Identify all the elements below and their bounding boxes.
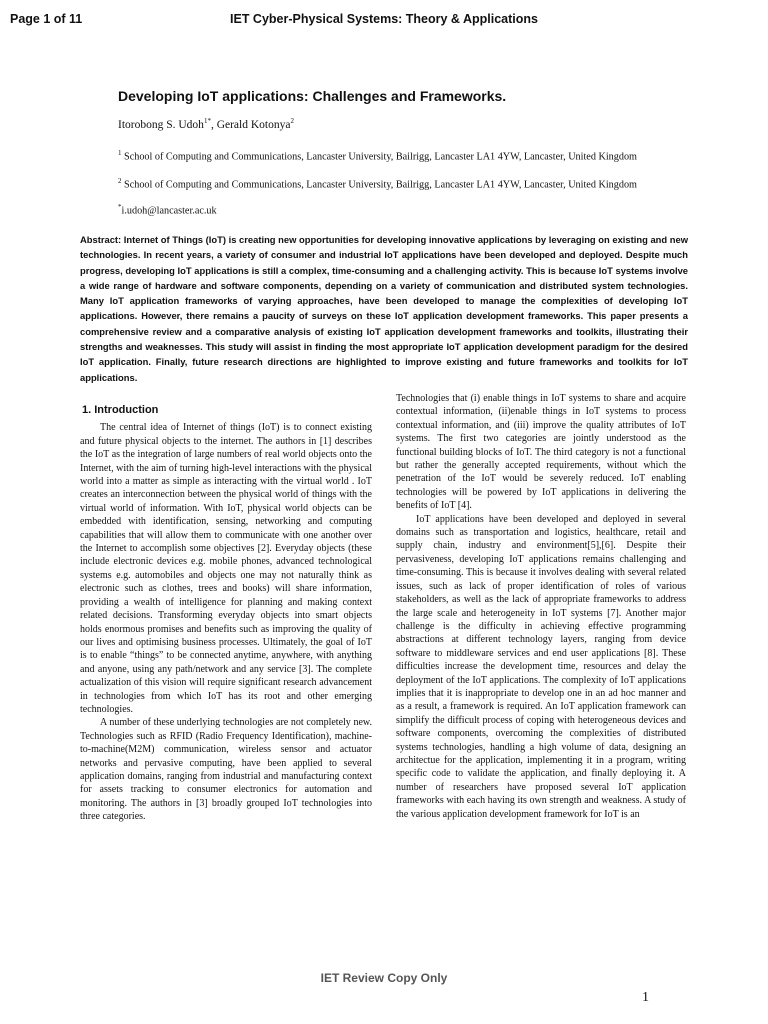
affiliation-2 [118, 175, 678, 191]
author-separator: , [210, 118, 217, 131]
affiliation-marker: 2 [118, 177, 122, 185]
corresponding-email [118, 203, 217, 216]
author-list [118, 117, 294, 131]
affiliation-text: School of Computing and Communications, Lancaster University, Bailrigg, Lancaster LA1 4YW, Lancaster, United Kingdom [124, 179, 637, 191]
paragraph: A number of these underlying technologies are not completely new. Technologies such as RFID (Radio Frequency Identification), machine-to-machine(M2M) communication, wireless sensor and actuator networks and pervasive computing, have been applied to several application domains, ranging from industrial and manufacturing context for assets tracking to consumer electronics for automation and monitoring. The authors in [3] broadly grouped IoT technologies into three categories. [80, 717, 372, 823]
page-label: Page 1 of 11 [10, 12, 83, 26]
paragraph: IoT applications have been developed and deployed in several domains such as transportation and logistics, healthcare, retail and supply chain, industry and environment[5],[6]. Despite their pervasiveness, developing IoT applications remains challenging and time-consuming. This is because it involves dealing with several related issues, such as lack of proper identification of roles of various stakeholders, as well as the lack of appropriate frameworks to address the large scale and heterogeneity in IoT systems [7]. Another major challenge is the difficulty in achieving effective programming abstractions at different technology layers, ranging from device software to middleware services and end user applications [8]. These difficulties increase the development time, resources and delay the deployment of the IoT applications. The complexity of IoT applications implies that it is inappropriate to develop one in an ad hoc manner and as a result, a framework is required. An IoT application framework can simplify the difficult process of coping with heterogeneous devices and software components, overcoming the complexities of distributed systems technologies, handling a high volume of data, designing an architectue for the application, implementing it in a program, writing specific code to validate the application, and finally deploying it. A number of researchers have proposed several IoT application frameworks with each having its own strength and weakness. A study of the various application development framework for IoT is an [396, 513, 686, 820]
paragraph: The central idea of Internet of things (IoT) is to connect existing and future physical objects to the internet. The authors in [1] describes the IoT as the integration of large numbers of real world objects onto the Internet, with the aim of turning high-level interactions with the physical world into a matter as simple as interacting with the virtual world . IoT creates an interconnection between the physical world of things with the virtual world of information. With IoT, physical world objects can be embedded with identification, sensing, networking and computing capabilities that will allow them to communicate with one another over the Internet to accomplish some objectives [2]. Everyday objects (these include electronic devices e.g. mobile phones, advanced technological systems e.g. automobiles and objects one may not naturally think as electronic such as clothes, trees and books) will share information, providing a wealth of intelligence for planning and making context related decisions. Transforming everyday objects into smart objects holds enormous promises and benefits such as improving the quality of our lives and optimising business processes. Ultimately, the goal of IoT is to enable “things” to be connected anytime, anywhere, with anything and anyone, using any path/network and any service [3]. The complete actualization of this vision will require significant research advancement in technologies from which IoT has its root and other emerging technologies. [80, 422, 372, 715]
author-superscript: 1* [203, 117, 211, 125]
review-copy-notice: IET Review Copy Only [320, 971, 448, 985]
section-heading: 1. Introduction [82, 404, 159, 416]
email-marker: * [118, 203, 122, 211]
author-name: Itorobong S. Udoh [118, 118, 204, 131]
affiliation-1 [118, 147, 678, 163]
paragraph: Technologies that (i) enable things in IoT systems to share and acquire contextual information, (ii)enable things in IoT systems to process contextual information, and (iii) improve the quality attributes of IoT systems. The first two categories are jointly understood as the functional building blocks of IoT. The third category is not a functional but rather the generally accepted requirements, without which the penetration of the IoT would be severely reduced. IoT enabling technologies will be powered by IoT applications in delivering the benefits of IoT [4]. [396, 393, 686, 512]
left-column [80, 392, 372, 824]
abstract: Abstract: Internet of Things (IoT) is creating new opportunities for developing innovative applications by leveraging on existing and new technologies. In recent years, a variety of consumer and industrial IoT applications have been developed and deployed. Despite much progress, developing IoT applications is still a complex, time-consuming and a challenging activity. This is because IoT systems involve a wide range of hardware and software components, depending on a variety of communication and distributed system technologies. Many IoT application frameworks of varying approaches, have been developed to manage the complexities of developing IoT applications. However, there remains a paucity of surveys on these IoT application development frameworks. This paper presents a comprehensive review and a comparative analysis of existing IoT application development frameworks and toolkits, illustrating their strengths and weaknesses. This study will assist in finding the most appropriate IoT application development paradigm for the desired IoT application. Finally, future research directions are highlighted to improve existing and future frameworks and toolkits for IoT applications. [80, 234, 688, 383]
page-number: 1 [642, 990, 649, 1005]
affiliation-marker: 1 [118, 149, 122, 157]
affiliation-text: School of Computing and Communications, Lancaster University, Bailrigg, Lancaster LA1 4YW, Lancaster, United Kingdom [124, 151, 637, 163]
author-superscript: 2 [290, 117, 294, 125]
journal-title: IET Cyber-Physical Systems: Theory & Applications [230, 12, 538, 26]
email-text: i.udoh@lancaster.ac.uk [121, 205, 217, 217]
author-name: Gerald Kotonya [216, 118, 291, 131]
paper-title: Developing IoT applications: Challenges and Frameworks. [118, 88, 507, 104]
right-column [396, 392, 686, 821]
